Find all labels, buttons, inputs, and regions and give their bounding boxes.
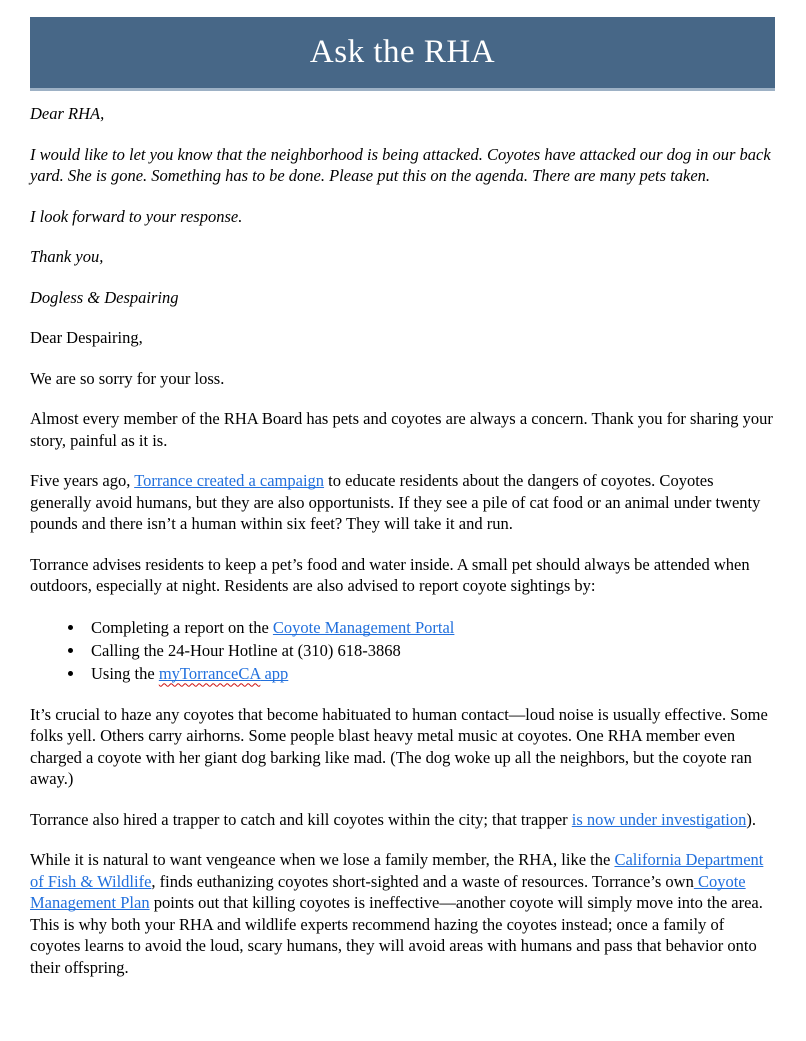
list-item-app <box>85 662 776 685</box>
coyote-management-portal-link[interactable]: Coyote Management Portal <box>272 617 455 637</box>
list-item-portal <box>85 616 776 639</box>
torrance-campaign-link[interactable]: Torrance created a campaign <box>134 471 325 490</box>
response-salutation: Dear Despairing, <box>30 328 143 347</box>
coyote-management-plan-link[interactable]: Coyote Management Plan <box>30 871 746 912</box>
portal-text-before: Completing a report on the <box>91 617 273 637</box>
letter-closing: I look forward to your response. <box>30 206 243 226</box>
page-title: Ask the RHA <box>309 34 496 70</box>
app-link-rest: app <box>260 663 289 683</box>
campaign-text-after: to educate residents about the dangers of coyotes. Coyotes generally avoid humans, but they are also opportunists. If they see a pile of cat food or an animal under twenty pounds and there isn’t a human within six feet? They will take it and run. <box>30 471 761 533</box>
newsletter-body <box>30 103 776 978</box>
letter-body-paragraph: I would like to let you know that the neighborhood is being attacked. Coyotes have attacked our dog in our back yard. She is gone. Something has to be done. Please put this on the agenda. There are many pets taken. <box>30 144 771 185</box>
response-condolence: We are so sorry for your loss. <box>30 368 225 388</box>
app-text-before: Using the <box>91 663 159 683</box>
letter-signature: Dogless & Despairing <box>30 287 179 307</box>
reporting-options-list <box>30 616 776 685</box>
cdfw-link[interactable]: California Department of Fish & Wildlife <box>30 850 764 891</box>
trapper-text-after: ). <box>746 809 757 829</box>
response-advice-paragraph: Torrance advises residents to keep a pet’s food and water inside. A small pet should always be attended when outdoors, especially at night. Residents are also advised to report coyote sightings by: <box>30 554 750 595</box>
vengeance-text-after: points out that killing coyotes is ineffective—another coyote will simply move into the area. This is why both your RHA and wildlife experts recommend hazing the coyotes instead; once a family of coyotes learns to avoid the loud, scary humans, they will avoid areas with humans and pass that behavior onto their offspring. <box>30 893 763 977</box>
trapper-investigation-link[interactable]: is now under investigation <box>571 809 747 829</box>
response-board-paragraph: Almost every member of the RHA Board has pets and coyotes are always a concern. Thank you for sharing your story, painful as it is. <box>30 409 773 450</box>
trapper-text-before: Torrance also hired a trapper to catch and kill coyotes within the city; that trapper <box>30 809 572 829</box>
vengeance-text-middle: , finds euthanizing coyotes short-sighted and a waste of resources. Torrance’s own <box>151 871 694 891</box>
campaign-text-before: Five years ago, <box>30 471 135 490</box>
response-campaign-paragraph <box>30 470 776 535</box>
response-vengeance-paragraph <box>30 849 776 978</box>
vengeance-text-before: While it is natural to want vengeance when we lose a family member, the RHA, like the <box>30 850 615 869</box>
letter-thanks: Thank you, <box>30 247 104 266</box>
misspelled-word: myTorranceCA <box>158 663 261 683</box>
response-trapper-paragraph <box>30 809 776 831</box>
letter-salutation: Dear RHA, <box>30 104 105 123</box>
title-banner <box>30 17 775 91</box>
list-item-hotline: • Calling the 24-Hour Hotline at (310) 618-3868 <box>85 639 776 662</box>
mytorranceca-app-link[interactable] <box>159 664 288 683</box>
response-hazing-paragraph: It’s crucial to haze any coyotes that become habituated to human contact—loud noise is usually effective. Some folks yell. Others carry airhorns. Some people blast heavy metal music at coyotes. One RHA member even charged a coyote with her giant dog barking like mad. (The dog woke up all the neighbors, but the coyote ran away.) <box>30 704 768 788</box>
